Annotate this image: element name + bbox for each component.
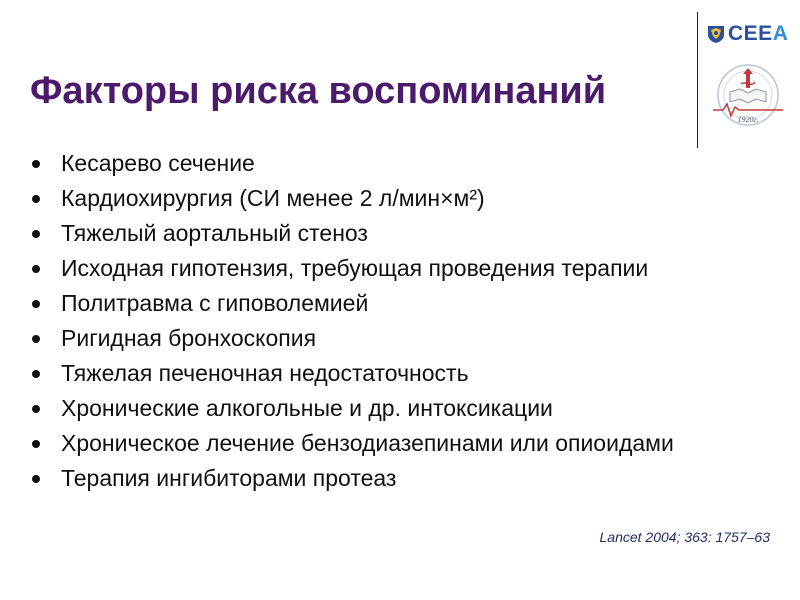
risk-factor-list (30, 150, 770, 500)
list-item: Тяжелый аортальный стеноз (30, 220, 770, 247)
list-item: Политравма с гиповолемией (30, 290, 770, 317)
list-item: Исходная гипотензия, требующая проведения терапии (30, 255, 770, 282)
reference-citation: Lancet 2004; 363: 1757–63 (599, 529, 770, 545)
list-item: Кардиохирургия (СИ менее 2 л/мин×м²) (30, 185, 770, 212)
header-divider (697, 12, 698, 148)
ceea-logo-accent: A (772, 22, 789, 45)
ceea-logo-text (728, 22, 788, 46)
list-item: Кесарево сечение (30, 150, 770, 177)
list-item: Терапия ингибиторами протеаз (30, 465, 770, 492)
list-item: Тяжелая печеночная недостаточность (30, 360, 770, 387)
ceea-logo (707, 20, 791, 48)
seal-year: 1920г. (737, 115, 759, 124)
list-item: Хроническое лечение бензодиазепинами или опиоидами (30, 430, 770, 457)
list-item: Ригидная бронхоскопия (30, 325, 770, 352)
ceea-logo-main: CEE (728, 22, 773, 45)
slide-title: Факторы риска воспоминаний (30, 70, 607, 112)
university-seal-icon (707, 62, 789, 128)
ceea-emblem-icon (707, 24, 725, 44)
list-item: Хронические алкогольные и др. интоксикации (30, 395, 770, 422)
